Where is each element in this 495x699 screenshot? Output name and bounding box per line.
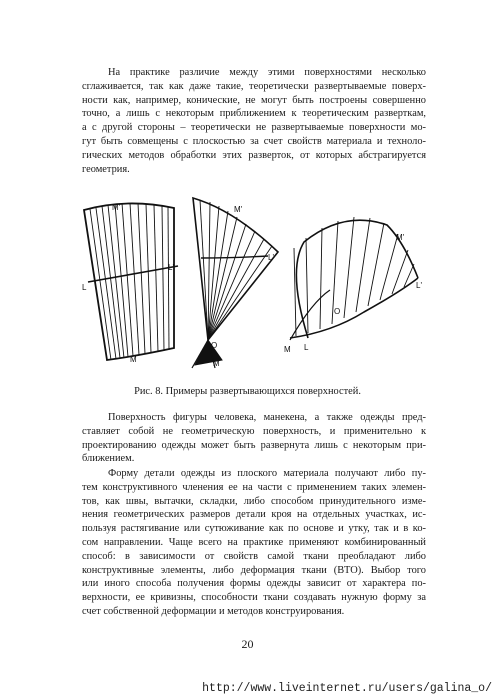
figure-drawing — [82, 190, 426, 370]
text-line: точно, а лишь с некоторым приближением к теоретическим разверткам, — [82, 108, 426, 120]
text-line: ности как, например, конические, не могут быть построены совершенно — [82, 94, 426, 106]
text-line: ближением. — [82, 453, 135, 465]
tangent-ruling — [294, 248, 296, 336]
text-line: тем конструктивного членения ее на части с применением таких элемен- — [82, 481, 426, 493]
text-line: верхности, ее кривизны, способности ткани создавать нужную форму за — [82, 592, 426, 604]
page-number: 20 — [241, 637, 254, 651]
ruling-line — [96, 208, 116, 359]
text-line: тов, как швы, вытачки, складки, либо способом принудительного изме- — [82, 495, 426, 507]
tangent-ruling — [320, 228, 322, 329]
ruling-line — [90, 209, 111, 360]
cone-ruling — [208, 246, 272, 340]
label-l-prime: L' — [168, 263, 174, 272]
label-o: O — [334, 307, 341, 316]
conical-surface — [192, 198, 278, 368]
label-m-prime: M' — [396, 233, 405, 242]
tangent-ruling — [306, 238, 308, 333]
text-line: На практике различие между этими поверхностями несколько — [108, 67, 426, 78]
edge-of-regression — [290, 278, 418, 338]
paragraph-3 — [82, 467, 426, 619]
label-m-prime: M' — [234, 205, 243, 214]
text-line: Форму детали одежды из плоского материала получают либо пу- — [108, 468, 426, 479]
cone-outline — [193, 198, 278, 340]
watermark-url: http://www.liveinternet.ru/users/galina_o/ — [202, 682, 492, 695]
text-line: гических методов обработки этих разверток, от которых абстрагируется — [82, 149, 426, 161]
ruling-line — [162, 206, 164, 351]
cone-curve — [201, 256, 268, 258]
text-line: а с другой стороны – теоретически не развертываемые поверхности мо- — [82, 122, 426, 134]
cylindrical-surface — [84, 203, 178, 360]
text-line: ставляет собой не геометрическую поверхность, и применительно к — [82, 425, 426, 437]
ruling-line — [168, 207, 169, 350]
cone-ruling — [208, 231, 255, 340]
label-l-prime: L' — [416, 281, 422, 290]
paragraph-1 — [82, 66, 426, 176]
tangent-ruling — [380, 234, 398, 300]
text-line: проектированию одежды может быть развернута лишь с некоторым при- — [82, 439, 426, 451]
label-l: L — [304, 343, 309, 352]
text-line: гут быть совмещены с плоскостью за счет свойств материала и техноло- — [82, 135, 426, 147]
label-o: O — [211, 341, 218, 350]
ruling-line — [146, 204, 151, 353]
text-line: сглаживается, так как даже такие, теоретически развертываемые поверх- — [82, 80, 426, 92]
text-line: сом направлении. Чаще всего на практике применяют комбинированный — [82, 536, 426, 548]
tangent-ruling — [404, 264, 414, 287]
cone-ruling — [208, 211, 228, 340]
text-line: или иного способа получения формы одежды зависит от характера по- — [82, 578, 426, 590]
text-line: конструктивные элементы, либо деформация ткани (ВТО). Выбор того — [82, 564, 426, 576]
label-l-prime: L' — [268, 253, 274, 262]
curve-l — [88, 266, 178, 282]
text-line: нения геометрических размеров детали кроя на отдельных участках, ис- — [82, 509, 426, 521]
ruling-line — [154, 205, 158, 352]
tangent-ruling — [356, 218, 370, 312]
label-m: M — [213, 359, 220, 368]
ruling-line — [138, 203, 145, 354]
text-line: счет собственной деформации и методов конструирования. — [82, 605, 345, 617]
label-l: L — [82, 283, 87, 292]
text-line: способ: в зависимости от свойств самой ткани преобладают либо — [82, 550, 426, 562]
figure-developable-surfaces — [82, 190, 426, 370]
label-m-prime: M' — [112, 203, 121, 212]
label-m: M — [130, 355, 137, 364]
tangent-ruling — [344, 217, 354, 318]
figure-caption: Рис. 8. Примеры развертывающихся поверхностей. — [134, 386, 361, 397]
text-line: геометрия. — [82, 163, 130, 175]
paragraph-2 — [82, 411, 426, 466]
cylinder-outline — [84, 203, 174, 360]
label-m: M — [284, 345, 291, 354]
text-line: Поверхность фигуры человека, манекена, а также одежды пред- — [108, 412, 426, 423]
text-line: пользуя растягивание или сутюживание как по основе и утку, так и в ко- — [82, 523, 426, 535]
